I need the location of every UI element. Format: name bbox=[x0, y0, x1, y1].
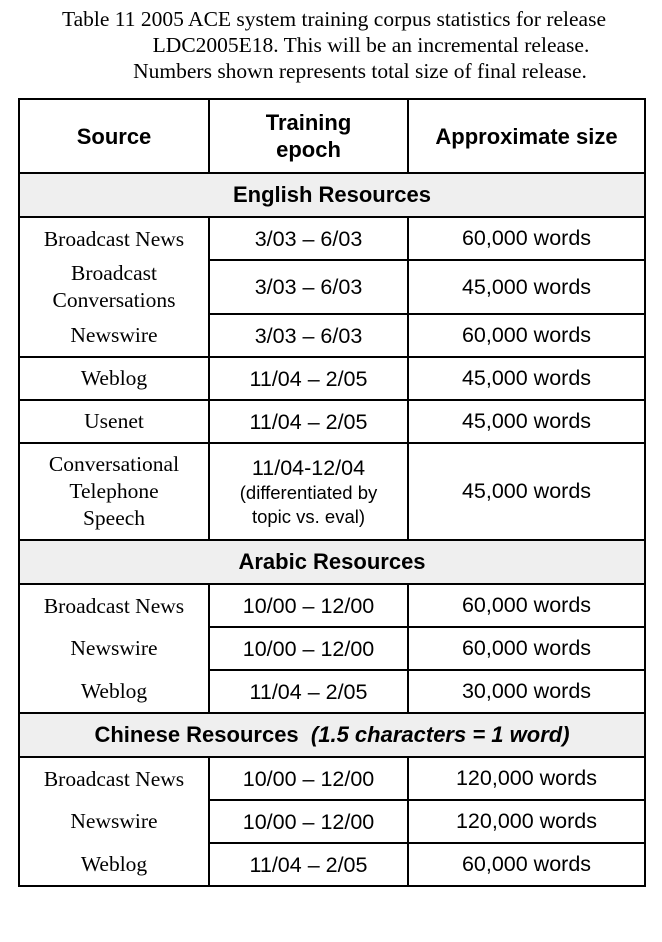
table-row bbox=[19, 314, 645, 357]
table-row bbox=[19, 357, 645, 400]
epoch-cell: 11/04 – 2/05 bbox=[209, 670, 408, 713]
table-row bbox=[19, 670, 645, 713]
table-caption bbox=[0, 6, 662, 84]
header-source: Source bbox=[19, 99, 209, 173]
size-cell: 45,000 words bbox=[408, 357, 645, 400]
table-row bbox=[19, 400, 645, 443]
epoch-line: (differentiated by bbox=[239, 481, 378, 503]
table-row bbox=[19, 843, 645, 886]
size-cell: 60,000 words bbox=[408, 314, 645, 357]
source-cell: Newswire bbox=[19, 800, 209, 843]
header-epoch-line-1: Training bbox=[265, 110, 352, 135]
size-cell: 45,000 words bbox=[408, 443, 645, 540]
epoch-cell: 3/03 – 6/03 bbox=[209, 217, 408, 260]
caption-line-1: Table 11 2005 ACE system training corpus statistics for release bbox=[61, 7, 607, 31]
epoch-cell bbox=[209, 443, 408, 540]
source-line: Speech bbox=[82, 506, 146, 530]
source-cell: Usenet bbox=[19, 400, 209, 443]
size-cell: 60,000 words bbox=[408, 217, 645, 260]
epoch-cell: 10/00 – 12/00 bbox=[209, 800, 408, 843]
corpus-statistics-table bbox=[18, 98, 646, 887]
size-cell: 30,000 words bbox=[408, 670, 645, 713]
section-title: Arabic Resources bbox=[19, 540, 645, 584]
epoch-cell: 11/04 – 2/05 bbox=[209, 843, 408, 886]
epoch-cell: 3/03 – 6/03 bbox=[209, 314, 408, 357]
section-chinese bbox=[19, 713, 645, 757]
table-row bbox=[19, 584, 645, 627]
epoch-line: 11/04-12/04 bbox=[251, 455, 366, 480]
table-row bbox=[19, 800, 645, 843]
table-row bbox=[19, 260, 645, 314]
source-line: Telephone bbox=[69, 479, 159, 503]
epoch-cell: 11/04 – 2/05 bbox=[209, 400, 408, 443]
size-cell: 60,000 words bbox=[408, 584, 645, 627]
section-title-cell bbox=[19, 713, 645, 757]
source-cell: Weblog bbox=[19, 843, 209, 886]
caption-line-2: LDC2005E18. This will be an incremental release. bbox=[152, 33, 590, 57]
table-row bbox=[19, 217, 645, 260]
header-epoch-line-2: epoch bbox=[276, 137, 341, 162]
section-arabic bbox=[19, 540, 645, 584]
source-line: Conversations bbox=[52, 288, 176, 312]
epoch-cell: 11/04 – 2/05 bbox=[209, 357, 408, 400]
table-row bbox=[19, 757, 645, 800]
source-cell: Broadcast News bbox=[19, 217, 209, 260]
section-english bbox=[19, 173, 645, 217]
epoch-cell: 10/00 – 12/00 bbox=[209, 627, 408, 670]
size-cell: 120,000 words bbox=[408, 800, 645, 843]
section-note: (1.5 characters = 1 word) bbox=[310, 722, 570, 747]
source-cell: Newswire bbox=[19, 627, 209, 670]
epoch-cell: 10/00 – 12/00 bbox=[209, 757, 408, 800]
epoch-line: topic vs. eval) bbox=[251, 505, 366, 527]
caption-line-3: Numbers shown represents total size of final release. bbox=[133, 59, 587, 83]
source-cell: Broadcast News bbox=[19, 757, 209, 800]
size-cell: 60,000 words bbox=[408, 843, 645, 886]
table-row bbox=[19, 627, 645, 670]
source-cell: Weblog bbox=[19, 670, 209, 713]
size-cell: 45,000 words bbox=[408, 400, 645, 443]
source-line: Conversational bbox=[48, 452, 180, 476]
size-cell: 45,000 words bbox=[408, 260, 645, 314]
source-cell: Newswire bbox=[19, 314, 209, 357]
table-row bbox=[19, 443, 645, 540]
source-cell bbox=[19, 260, 209, 314]
size-cell: 60,000 words bbox=[408, 627, 645, 670]
header-approximate-size: Approximate size bbox=[408, 99, 645, 173]
epoch-cell: 3/03 – 6/03 bbox=[209, 260, 408, 314]
source-line: Broadcast bbox=[71, 261, 157, 285]
source-cell: Broadcast News bbox=[19, 584, 209, 627]
header-training-epoch bbox=[209, 99, 408, 173]
section-title: Chinese Resources bbox=[94, 722, 299, 747]
section-title: English Resources bbox=[19, 173, 645, 217]
header-row bbox=[19, 99, 645, 173]
source-cell: Weblog bbox=[19, 357, 209, 400]
size-cell: 120,000 words bbox=[408, 757, 645, 800]
source-cell bbox=[19, 443, 209, 540]
epoch-cell: 10/00 – 12/00 bbox=[209, 584, 408, 627]
